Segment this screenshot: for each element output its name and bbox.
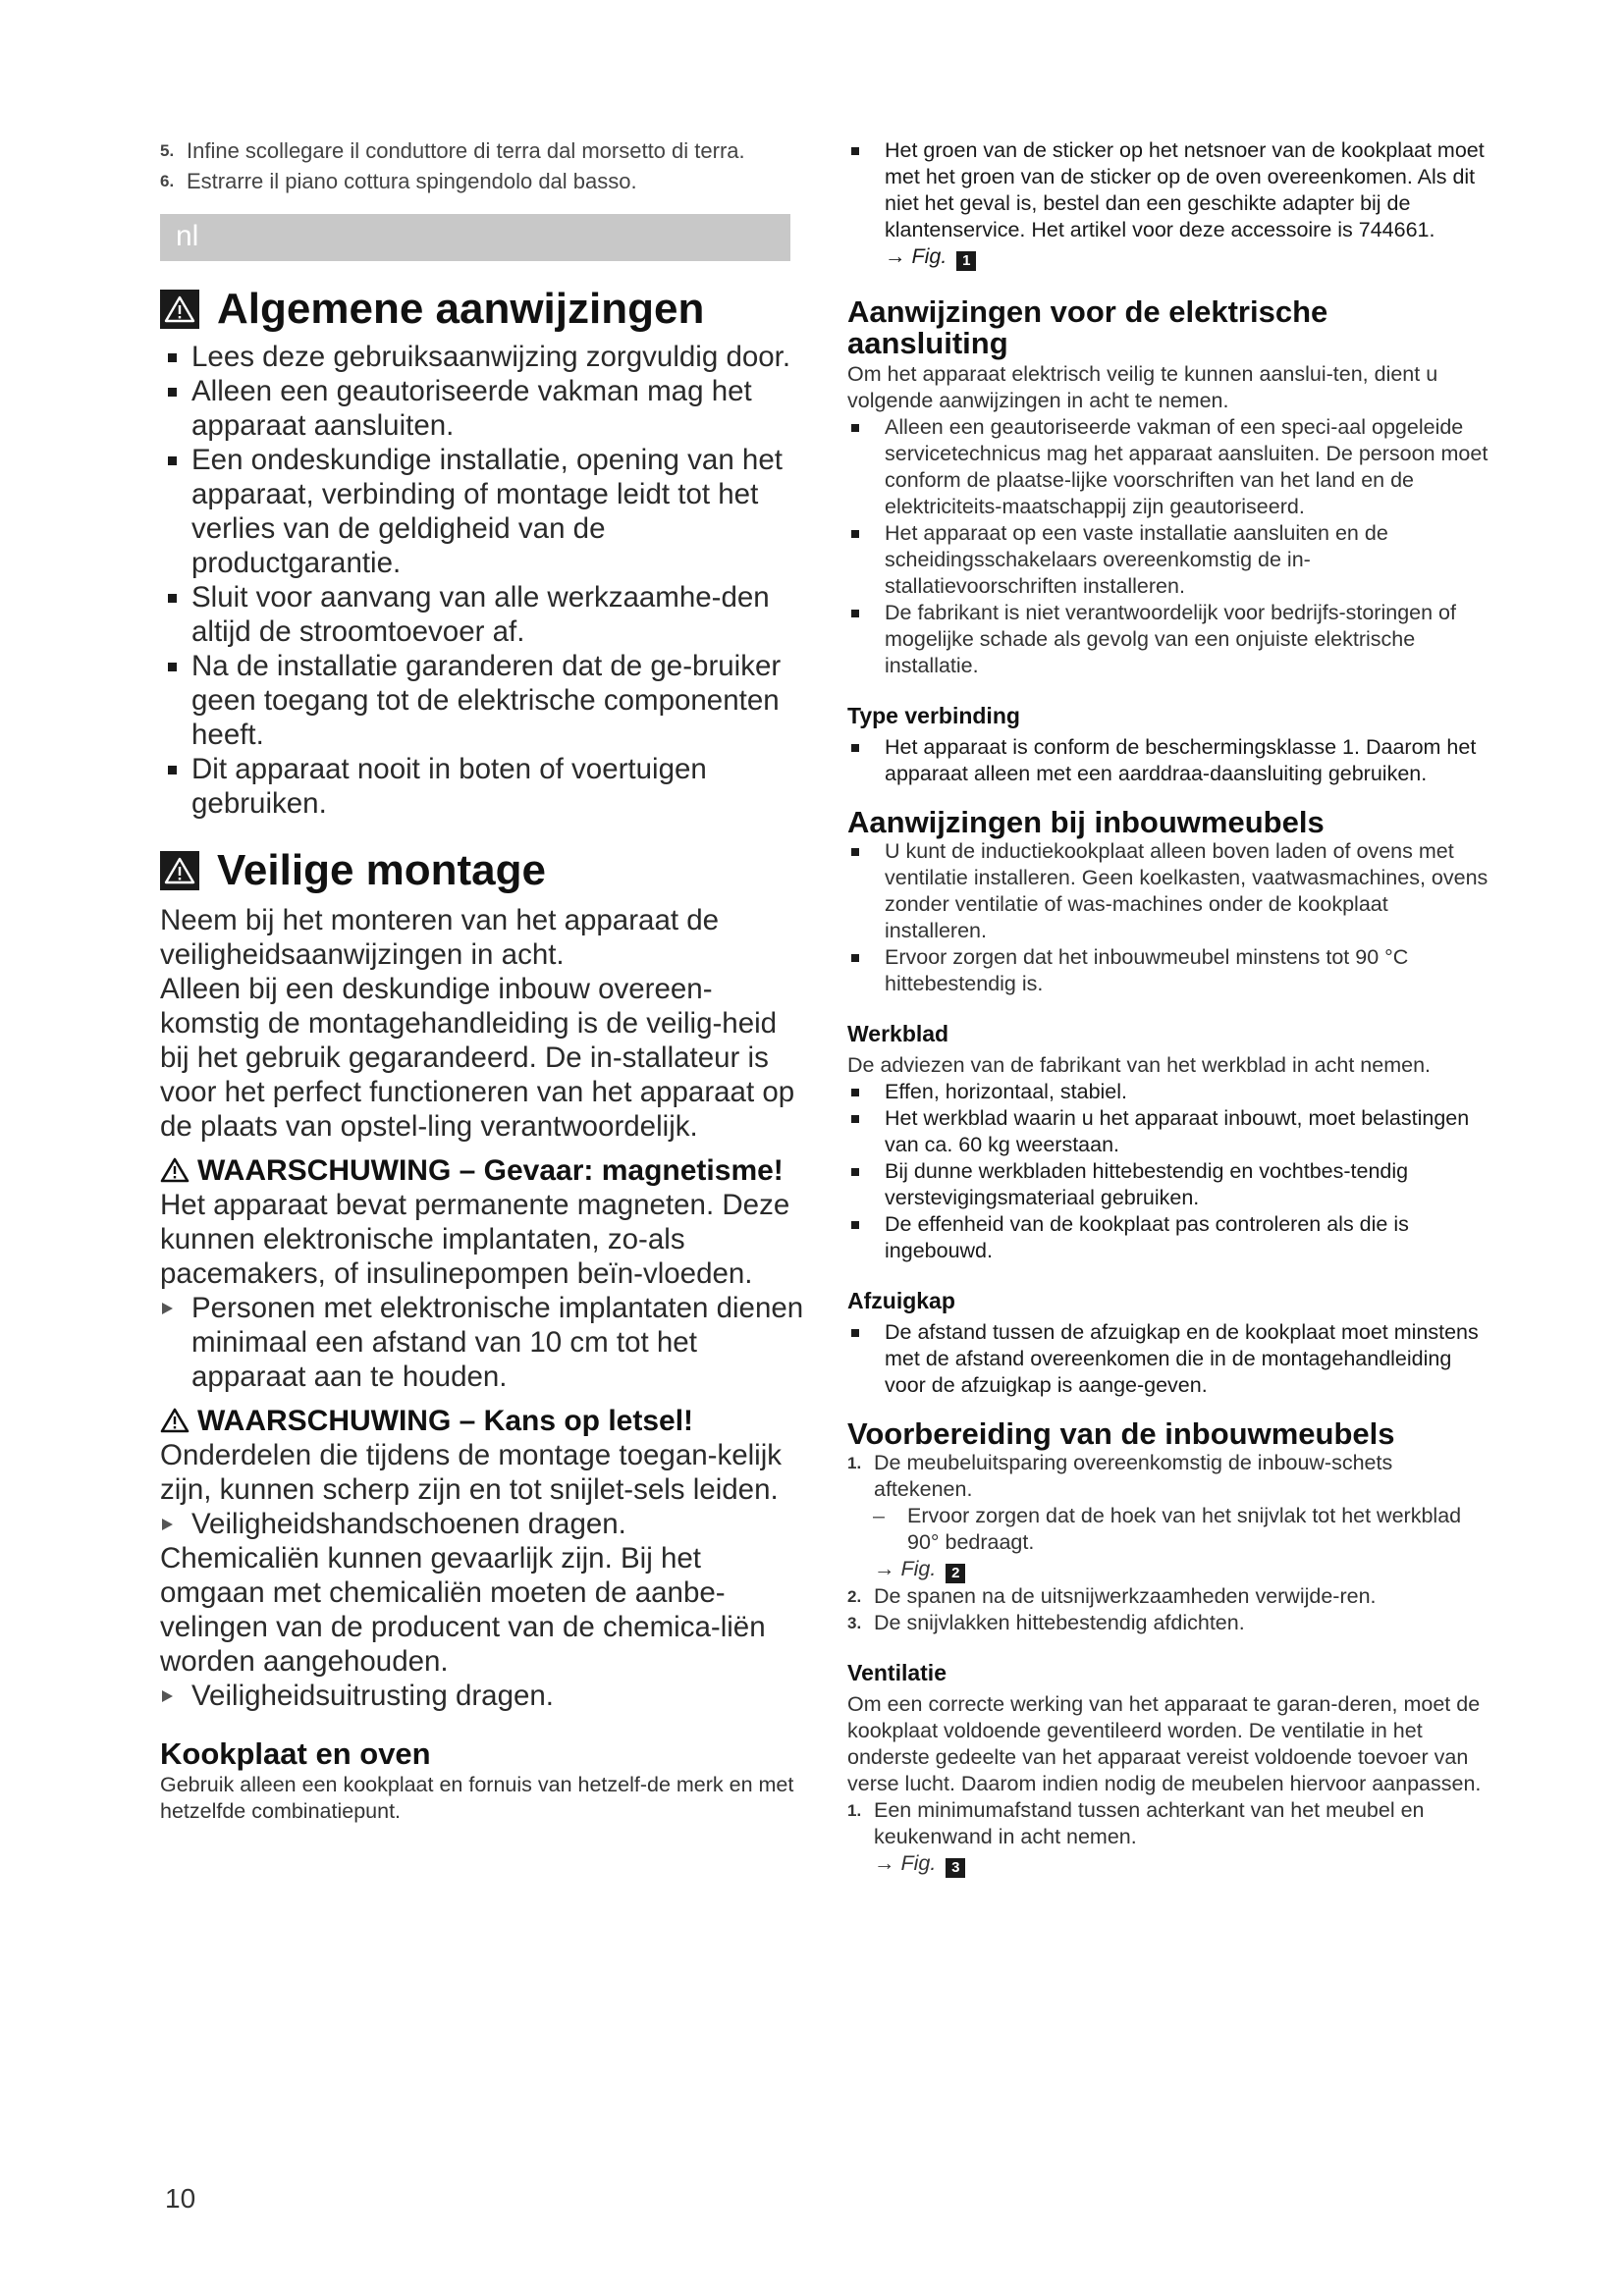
arrow-right-icon: → xyxy=(874,1851,895,1875)
list-item: Ervoor zorgen dat het inbouwmeubel minstens tot 90 °C hittebestendig is. xyxy=(847,944,1495,997)
subsection-title: Ventilatie xyxy=(847,1660,947,1685)
list-item: Na de installatie garanderen dat de ge-bruiker geen toegang tot de elektrische componenten heeft. xyxy=(160,649,808,752)
list-item xyxy=(847,1583,1495,1610)
step-text: Een minimumafstand tussen achterkant van het meubel en keukenwand in acht nemen. xyxy=(874,1798,1425,1848)
arrow-right-icon: → xyxy=(885,244,906,268)
list-item: Het apparaat op een vaste installatie aansluiten en de scheidingsschakelaars overeenkomstig de in-stallatievoorschriften installeren. xyxy=(847,520,1495,600)
general-list xyxy=(160,340,808,821)
step-number: 3. xyxy=(847,1614,862,1632)
left-column xyxy=(160,137,808,1825)
section-title: Algemene aanwijzingen xyxy=(217,285,705,333)
paragraph: Om het apparaat elektrisch veilig te kunnen aanslui-ten, dient u volgende aanwijzingen in acht te nemen. xyxy=(847,362,1438,412)
step-text: Estrarre il piano cottura spingendolo dal basso. xyxy=(187,169,637,193)
figure-reference xyxy=(847,1556,1495,1583)
list-item: De fabrikant is niet verantwoordelijk voor bedrijfs-storingen of mogelijke schade als gevolg van een onjuiste elektrische installatie. xyxy=(847,600,1495,679)
step-number: 2. xyxy=(847,1587,862,1606)
figure-reference xyxy=(847,243,1495,271)
warning-triangle-icon xyxy=(160,1157,189,1183)
list-item: Alleen een geautoriseerde vakman of een speci-aal opgeleide servicetechnicus mag het apparaat aansluiten. De persoon moet conform de plaatse-lijke voorschriften van het land en de elektriciteits-maatschappij zijn geautoriseerd. xyxy=(847,414,1495,520)
step-number: 5. xyxy=(160,141,175,160)
warning-title: WAARSCHUWING – Kans op letsel! xyxy=(197,1405,694,1437)
step-number: 6. xyxy=(160,172,175,190)
list-item: De afstand tussen de afzuigkap en de kookplaat moet minstens met de afstand overeenkomen die in de montagehandleiding voor de afzuigkap is aange-geven. xyxy=(847,1319,1495,1399)
list-item: Sluit voor aanvang van alle werkzaamhe-den altijd de stroomtoevoer af. xyxy=(160,580,808,649)
list-item xyxy=(847,1610,1495,1636)
paragraph: Onderdelen die tijdens de montage toegan-kelijk zijn, kunnen scherp zijn en tot snijlet-sels leiden. xyxy=(160,1439,783,1506)
figure-number: 3 xyxy=(946,1858,965,1878)
paragraph: Alleen bij een deskundige inbouw overeen-komstig de montagehandleiding is de veilig-heid bij het gebruik gegarandeerd. De in-stallateur is voor het perfect functioneren van het apparaat op de plaats van opstel-ling verantwoordelijk. xyxy=(160,973,795,1143)
list-item: Alleen een geautoriseerde vakman mag het apparaat aansluiten. xyxy=(160,374,808,443)
paragraph: Het apparaat bevat permanente magneten. Deze kunnen elektronische implantaten, zo-als pacemakers, of insulinepompen beïn-vloeden. xyxy=(160,1189,790,1290)
paragraph: Chemicaliën kunnen gevaarlijk zijn. Bij het omgaan met chemicaliën moeten de aanbe-velingen van de producent van de chemica-liën worden aangehouden. xyxy=(160,1542,766,1678)
step-number: 1. xyxy=(847,1801,862,1820)
paragraph: Neem bij het monteren van het apparaat de veiligheidsaanwijzingen in acht. xyxy=(160,904,720,971)
right-column xyxy=(847,137,1495,1878)
section-heading xyxy=(160,283,808,336)
subsection-title: Kookplaat en oven xyxy=(160,1736,431,1771)
figure-label: Fig. xyxy=(911,244,947,268)
warning-title: WAARSCHUWING – Gevaar: magnetisme! xyxy=(197,1154,784,1187)
list-item: U kunt de inductiekookplaat alleen boven laden of ovens met ventilatie installeren. Geen koelkasten, vaatwasmachines, ovens zonder ventilatie of was-machines onder de kookplaat installeren. xyxy=(847,838,1495,944)
page-number: 10 xyxy=(165,2183,196,2214)
list-item: Het groen van de sticker op het netsnoer van de kookplaat moet met het groen van de sticker op de oven overeenkomen. Als dit niet het geval is, bestel dan een geschikte adapter bij de klantenservice. Het artikel voor deze accessoire is 744661. xyxy=(847,137,1495,243)
list-item: Lees deze gebruiksaanwijzing zorgvuldig door. xyxy=(160,340,808,374)
paragraph: Gebruik alleen een kookplaat en fornuis van hetzelf-de merk en met hetzelfde combinatiepunt. xyxy=(160,1773,794,1823)
list-item xyxy=(847,1450,1495,1503)
warning-heading xyxy=(160,1404,808,1438)
step-text: De meubeluitsparing overeenkomstig de inbouw-schets aftekenen. xyxy=(874,1451,1393,1501)
list-item xyxy=(847,1797,1495,1850)
step-text: De spanen na de uitsnijwerkzaamheden verwijde-ren. xyxy=(874,1584,1377,1608)
subsection-title: Afzuigkap xyxy=(847,1288,955,1313)
subsection-title: Aanwijzingen bij inbouwmeubels xyxy=(847,805,1325,839)
arrow-right-icon: → xyxy=(874,1557,895,1580)
language-bar xyxy=(160,214,790,261)
action-item: Veiligheidsuitrusting dragen. xyxy=(160,1679,808,1713)
warning-icon xyxy=(160,851,199,890)
list-item: Dit apparaat nooit in boten of voertuigen gebruiken. xyxy=(160,752,808,821)
action-item: Personen met elektronische implantaten dienen minimaal een afstand van 10 cm tot het apparaat aan te houden. xyxy=(160,1291,808,1394)
section-title: Veilige montage xyxy=(217,846,546,894)
language-label: nl xyxy=(176,220,199,252)
figure-number: 1 xyxy=(956,251,976,271)
list-item: Een ondeskundige installatie, opening van het apparaat, verbinding of montage leidt tot het verlies van de geldigheid van de productgarantie. xyxy=(160,443,808,580)
warning-heading xyxy=(160,1153,808,1188)
list-item: Het werkblad waarin u het apparaat inbouwt, moet belastingen van ca. 60 kg weerstaan. xyxy=(847,1105,1495,1158)
list-item xyxy=(160,137,808,164)
paragraph: De adviezen van de fabrikant van het werkblad in acht nemen. xyxy=(847,1053,1432,1077)
figure-label: Fig. xyxy=(900,1557,937,1580)
step-number: 1. xyxy=(847,1454,862,1472)
figure-label: Fig. xyxy=(900,1851,937,1875)
subsection-title: Aanwijzingen voor de elektrische aansluiting xyxy=(847,294,1328,360)
warning-triangle-icon xyxy=(160,1408,189,1433)
action-item: Veiligheidshandschoenen dragen. xyxy=(160,1507,808,1541)
subsection-title: Type verbinding xyxy=(847,703,1020,728)
list-item: Effen, horizontaal, stabiel. xyxy=(847,1079,1495,1105)
step-text: Infine scollegare il conduttore di terra dal morsetto di terra. xyxy=(187,138,745,163)
figure-reference xyxy=(847,1850,1495,1878)
figure-number: 2 xyxy=(946,1564,965,1583)
subsection-title: Voorbereiding van de inbouwmeubels xyxy=(847,1416,1395,1451)
list-item: De effenheid van de kookplaat pas controleren als die is ingebouwd. xyxy=(847,1211,1495,1264)
sub-item: – Ervoor zorgen dat de hoek van het snijvlak tot het werkblad 90° bedraagt. xyxy=(847,1503,1495,1556)
list-item: Bij dunne werkbladen hittebestendig en vochtbes-tendig verstevigingsmateriaal gebruiken. xyxy=(847,1158,1495,1211)
section-heading xyxy=(160,844,808,897)
list-item: Het apparaat is conform de beschermingsklasse 1. Daarom het apparaat alleen met een aarddraa-daansluiting gebruiken. xyxy=(847,734,1495,787)
warning-icon xyxy=(160,290,199,329)
subsection-title: Werkblad xyxy=(847,1021,949,1046)
step-text: De snijvlakken hittebestendig afdichten. xyxy=(874,1611,1245,1634)
paragraph: Om een correcte werking van het apparaat te garan-deren, moet de kookplaat voldoende geventileerd worden. De ventilatie in het onderste gedeelte van het apparaat vereist voldoende toevoer van verse lucht. Daarom indien nodig de meubelen hiervoor aanpassen. xyxy=(847,1692,1482,1795)
list-item xyxy=(160,168,808,194)
